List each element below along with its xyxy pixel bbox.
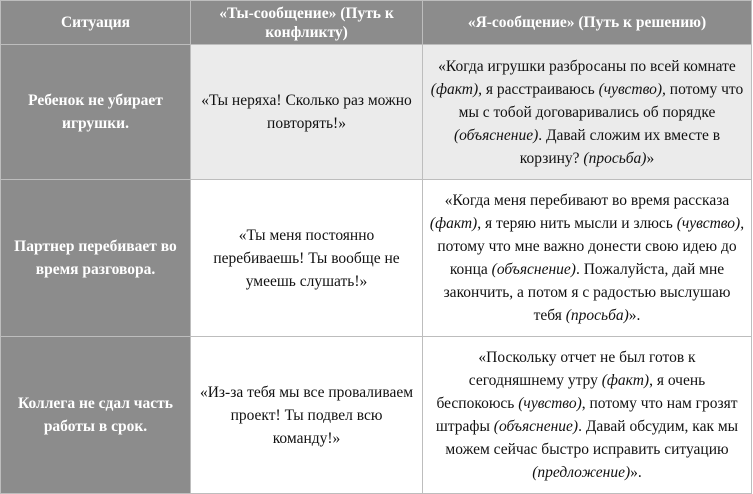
message-part-label: (объяснение) [491, 261, 576, 278]
message-part-label: (чувство), [598, 80, 666, 98]
situation-cell: Ребенок не убирает игрушки. [1, 45, 191, 180]
header-situation: Ситуация [1, 1, 191, 45]
message-part-label: (факт), [430, 80, 482, 98]
table-row [1, 337, 752, 494]
table-row [1, 45, 752, 180]
situation-cell: Коллега не сдал часть работы в срок. [1, 337, 191, 494]
message-part-label: (объяснение) [493, 418, 579, 435]
message-part-label: (факт) [429, 215, 478, 232]
you-message-cell: «Из-за тебя мы все проваливаем проект! Ты подвел всю команду!» [191, 337, 423, 494]
i-message-cell: «Поскольку отчет не был готов к сегодняшнему утру (факт), я очень беспокоюсь (чувство), потому что нам грозят штрафы (объяснение). Давай обсудим, как мы можем сейчас быстро исправить ситуацию (предложение)». [423, 337, 752, 494]
i-message-cell: «Когда игрушки разбросаны по всей комнате (факт), я расстраиваюсь (чувство), потому что мы с тобой договаривались об порядке (объяснение). Давай сложим их вместе в корзину? (просьба)» [423, 45, 752, 180]
you-message-cell: «Ты неряха! Сколько раз можно повторять!» [191, 45, 423, 180]
header-you-message: «Ты-сообщение» (Путь к конфликту) [191, 1, 423, 45]
message-part-label: (предложение) [532, 464, 631, 481]
header-row [1, 1, 752, 45]
message-part-label: (факт) [601, 372, 650, 389]
table-row [1, 180, 752, 337]
i-message-cell: «Когда меня перебивают во время рассказа (факт), я теряю нить мысли и злюсь (чувство), потому что мне важно донести свою идею до конца (объяснение). Пожалуйста, дай мне закончить, а потом я с радостью выслушаю тебя (просьба)». [423, 180, 752, 337]
message-part-label: (объяснение) [453, 126, 539, 144]
message-part-label: (просьба) [583, 149, 647, 167]
situation-cell: Партнер перебивает во время разговора. [1, 180, 191, 337]
message-part-label: (чувство) [676, 215, 741, 232]
message-part-label: (просьба) [565, 307, 629, 324]
header-i-message: «Я-сообщение» (Путь к решению) [423, 1, 752, 45]
you-message-cell: «Ты меня постоянно перебиваешь! Ты вообще не умеешь слушать!» [191, 180, 423, 337]
message-part-label: (чувство) [518, 395, 582, 412]
